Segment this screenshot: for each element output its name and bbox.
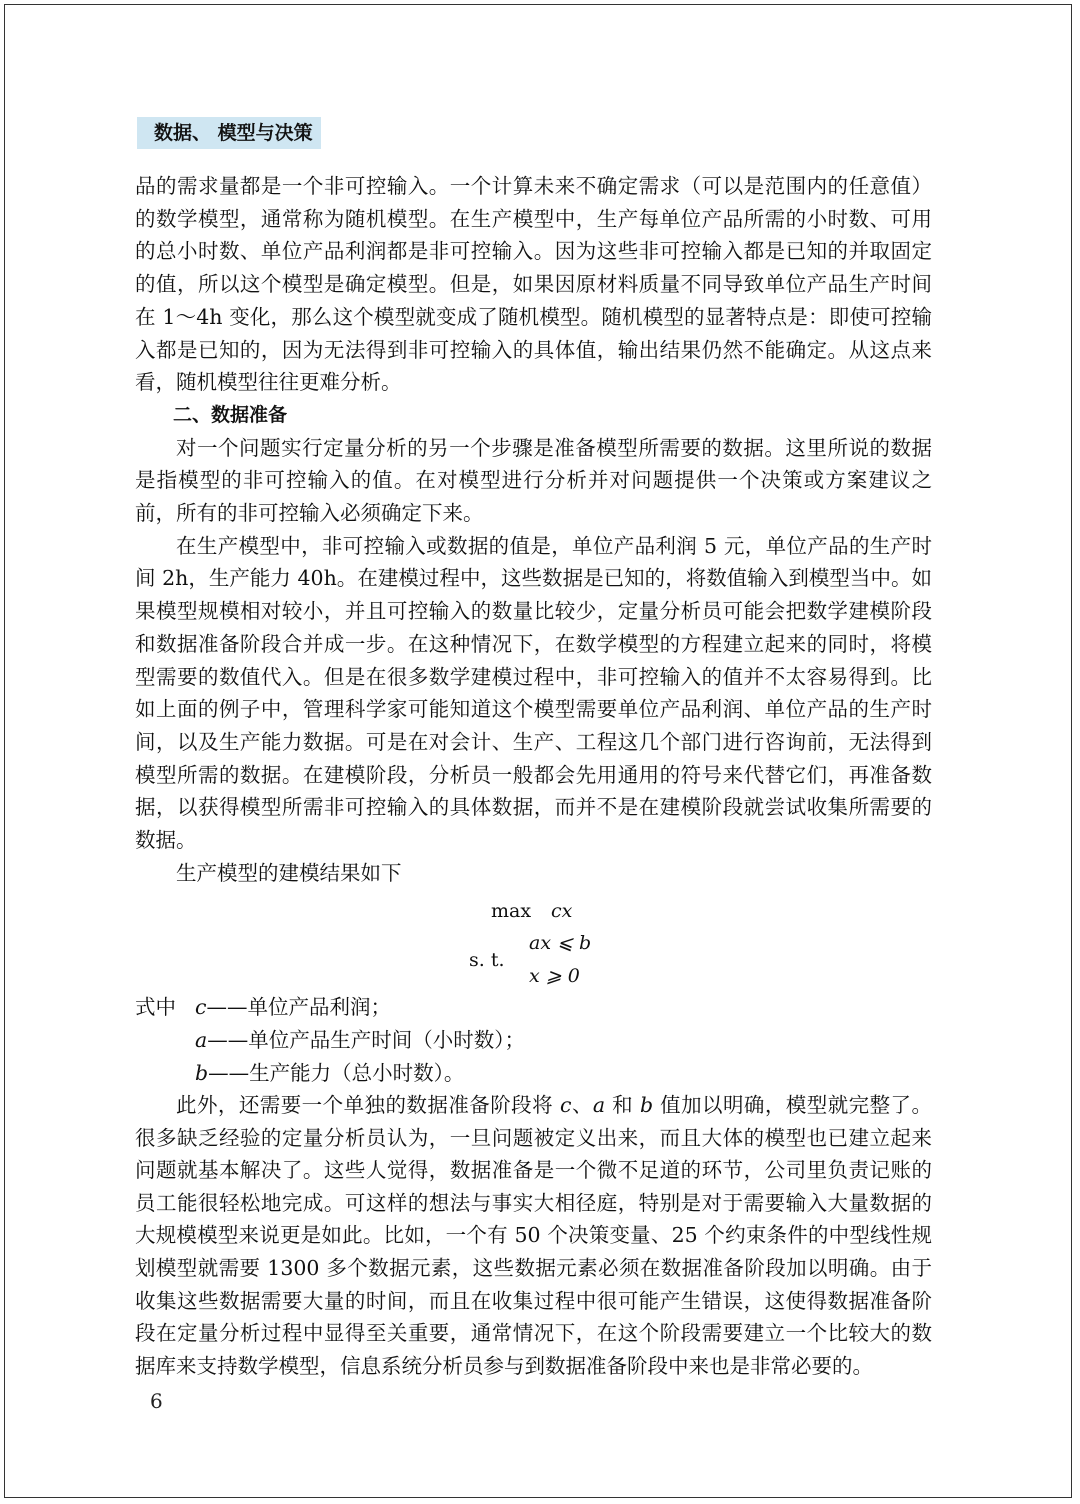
formula-constraint-2: x ⩾ 0: [529, 965, 580, 987]
formula-objective: cx: [551, 900, 573, 922]
page-number: 6: [150, 1389, 163, 1413]
formula-block: [5, 895, 1080, 995]
definition-text: ——单位产品利润；: [206, 995, 391, 1019]
section-heading: 二、数据准备: [173, 403, 288, 426]
definition-text: ——单位产品生产时间（小时数）；: [207, 1028, 525, 1052]
paragraph-4: 生产模型的建模结果如下: [176, 860, 402, 885]
paragraph-3: 在生产模型中，非可控输入或数据的值是，单位产品利润 5 元，单位产品的生产时间 2h，生产能力 40h。在建模过程中，这些数据是已知的，将数值输入到模型当中。如果模型规模相对较小，并且可控输入的数量比较少，定量分析员可能会把数学建模阶段和数据准备阶段合并成一步。在这种情况下，在数学模型的方程建立起来的同时，将模型需要的数值代入。但是在很多数学建模过程中，非可控输入的值并不太容易得到。比如上面的例子中，管理科学家可能知道这个模型需要单位产品利润、单位产品的生产时间，以及生产能力数据。可是在对会计、生产、工程这几个部门进行咨询前，无法得到模型所需的数据。在建模阶段，分析员一般都会先用通用的符号来代替它们，再准备数据，以获得模型所需非可控输入的具体数据，而并不是在建模阶段就尝试收集所需要的数据。: [135, 533, 932, 853]
formula-max-label: max: [491, 900, 532, 922]
definition-line-b: [135, 1057, 935, 1090]
page: [4, 4, 1072, 1498]
paragraph-5: [135, 1089, 932, 1382]
definitions-intro: 式中: [135, 995, 176, 1019]
tail-text: [135, 1089, 932, 1382]
p5-symbol-b: b: [640, 1093, 654, 1117]
formula-constraint-1: ax ⩽ b: [529, 932, 592, 954]
definition-symbol: c: [195, 995, 207, 1019]
definition-symbol: b: [195, 1061, 209, 1085]
definitions: [135, 991, 935, 1090]
paragraph-2: 对一个问题实行定量分析的另一个步骤是准备模型所需要的数据。这里所说的数据是指模型的非可控输入的值。在对模型进行分析并对问题提供一个决策或方案建议之前，所有的非可控输入必须确定下来。: [135, 435, 932, 526]
p5-and: 和: [605, 1093, 641, 1117]
p5-start: 此外，还需要一个单独的数据准备阶段将: [176, 1093, 554, 1117]
paragraph-1: 品的需求量都是一个非可控输入。一个计算未来不确定需求（可以是范围内的任意值）的数学模型，通常称为随机模型。在生产模型中，生产每单位产品所需的小时数、可用的总小时数、单位产品利润都是非可控输入。因为这些非可控输入都是已知的并取固定的值，所以这个模型是确定模型。但是，如果因原材料质量不同导致单位产品生产时间在 1～4h 变化，那么这个模型就变成了随机模型。随机模型的显著特点是：即使可控输入都是已知的，因为无法得到非可控输入的具体值，输出结果仍然不能确定。从这点来看，随机模型往往更难分析。: [135, 174, 932, 395]
body-text: [135, 170, 932, 889]
definition-symbol: a: [195, 1028, 208, 1052]
definition-line-c: [135, 991, 935, 1024]
definition-line-a: [135, 1024, 935, 1057]
running-header: 数据、 模型与决策: [137, 117, 321, 149]
definition-text: ——生产能力（总小时数）。: [208, 1061, 465, 1085]
p5-rest: 值加以明确，模型就完整了。很多缺乏经验的定量分析员认为，一旦问题被定义出来，而且大体的模型也已建立起来问题就基本解决了。这些人觉得，数据准备是一个微不足道的环节，公司里负责记账的员工能很轻松地完成。可这样的想法与事实大相径庭，特别是对于需要输入大量数据的大规模模型来说更是如此。比如，一个有 50 个决策变量、25 个约束条件的中型线性规划模型就需要 1300 多个数据元素，这些数据元素必须在数据准备阶段加以明确。由于收集这些数据需要大量的时间，而且在收集过程中很可能产生错误，这使得数据准备阶段在定量分析过程中显得至关重要，通常情况下，在这个阶段需要建立一个比较大的数据库来支持数学模型，信息系统分析员参与到数据准备阶段中来也是非常必要的。: [135, 1093, 933, 1378]
formula-st-label: s. t.: [469, 949, 505, 971]
p5-symbol-c: c: [560, 1093, 572, 1117]
p5-symbol-a: a: [592, 1093, 606, 1117]
p5-sep: 、: [571, 1093, 593, 1117]
